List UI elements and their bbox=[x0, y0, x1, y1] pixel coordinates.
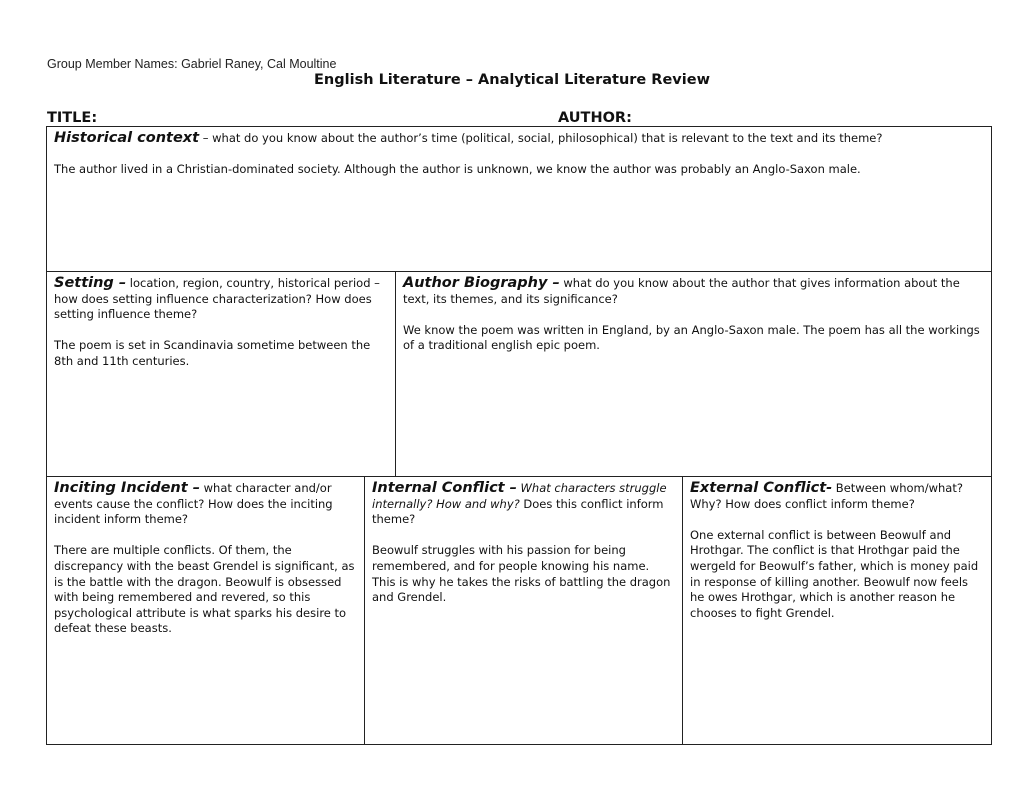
external-conflict-answer: One external conflict is between Beowulf and Hrothgar. The conflict is that Hrothgar paid the wergeld for Beowulf’s father, which is money paid in response of killing another. Beowulf now feels he owes Hrothgar, which is another reason he chooses to fight Grendel. bbox=[690, 527, 979, 620]
setting-answer: The poem is set in Scandinavia sometime between the 8th and 11th centuries. bbox=[54, 338, 371, 368]
author-biography-question: what do you know about the author that gives information about the text, its themes, and its significance? bbox=[403, 276, 960, 306]
internal-conflict-heading: Internal Conflict – bbox=[372, 480, 517, 496]
author-biography-prompt bbox=[403, 276, 984, 307]
internal-conflict-answer: Beowulf struggles with his passion for being remembered, and for people knowing his name. This is why he takes the risks of battling the dragon and Grendel. bbox=[372, 543, 671, 605]
external-conflict-prompt bbox=[690, 481, 984, 512]
inciting-incident-cell bbox=[46, 476, 365, 745]
author-biography-heading: Author Biography – bbox=[403, 275, 560, 291]
author-biography-cell bbox=[395, 271, 992, 477]
inciting-incident-question: what character and/or events cause the conflict? How does the inciting incident inform theme? bbox=[54, 481, 333, 527]
group-member-names: Group Member Names: Gabriel Raney, Cal Moultine bbox=[47, 57, 337, 71]
historical-context-answer: The author lived in a Christian-dominated society. Although the author is unknown, we know the author was probably an Anglo-Saxon male. bbox=[54, 162, 861, 177]
external-conflict-cell bbox=[682, 476, 992, 745]
historical-context-prompt bbox=[54, 131, 984, 147]
internal-conflict-prompt bbox=[372, 481, 675, 528]
document-title: English Literature – Analytical Literature Review bbox=[314, 72, 710, 88]
internal-conflict-question-italic: What characters struggle internally? How and why? bbox=[372, 481, 667, 511]
historical-context-heading: Historical context bbox=[54, 130, 200, 146]
author-biography-answer: We know the poem was written in England, by an Anglo-Saxon male. The poem has all the workings of a traditional english epic poem. bbox=[403, 322, 980, 353]
external-conflict-heading: External Conflict- bbox=[690, 480, 833, 496]
setting-heading: Setting – bbox=[54, 275, 127, 291]
external-conflict-question: Between whom/what? Why? How does conflict inform theme? bbox=[690, 481, 963, 511]
historical-context-question: – what do you know about the author’s time (political, social, philosophical) that is relevant to the text and its theme? bbox=[199, 131, 883, 145]
setting-prompt bbox=[54, 276, 388, 323]
inciting-incident-prompt bbox=[54, 481, 357, 528]
title-label: TITLE: bbox=[47, 110, 98, 126]
inciting-incident-answer: There are multiple conflicts. Of them, the discrepancy with the beast Grendel is significant, as is the battle with the dragon. Beowulf is obsessed with being remembered and revered, so this psychological attribute is what sparks his desire to defeat these beasts. bbox=[54, 543, 355, 636]
setting-question: location, region, country, historical period – how does setting influence characterization? How does setting influence theme? bbox=[54, 276, 380, 322]
historical-context-cell bbox=[46, 126, 992, 272]
internal-conflict-question: Does this conflict inform theme? bbox=[372, 496, 664, 527]
setting-cell bbox=[46, 271, 396, 477]
inciting-incident-heading: Inciting Incident – bbox=[54, 480, 200, 496]
internal-conflict-cell bbox=[364, 476, 683, 745]
author-label: AUTHOR: bbox=[558, 110, 632, 126]
